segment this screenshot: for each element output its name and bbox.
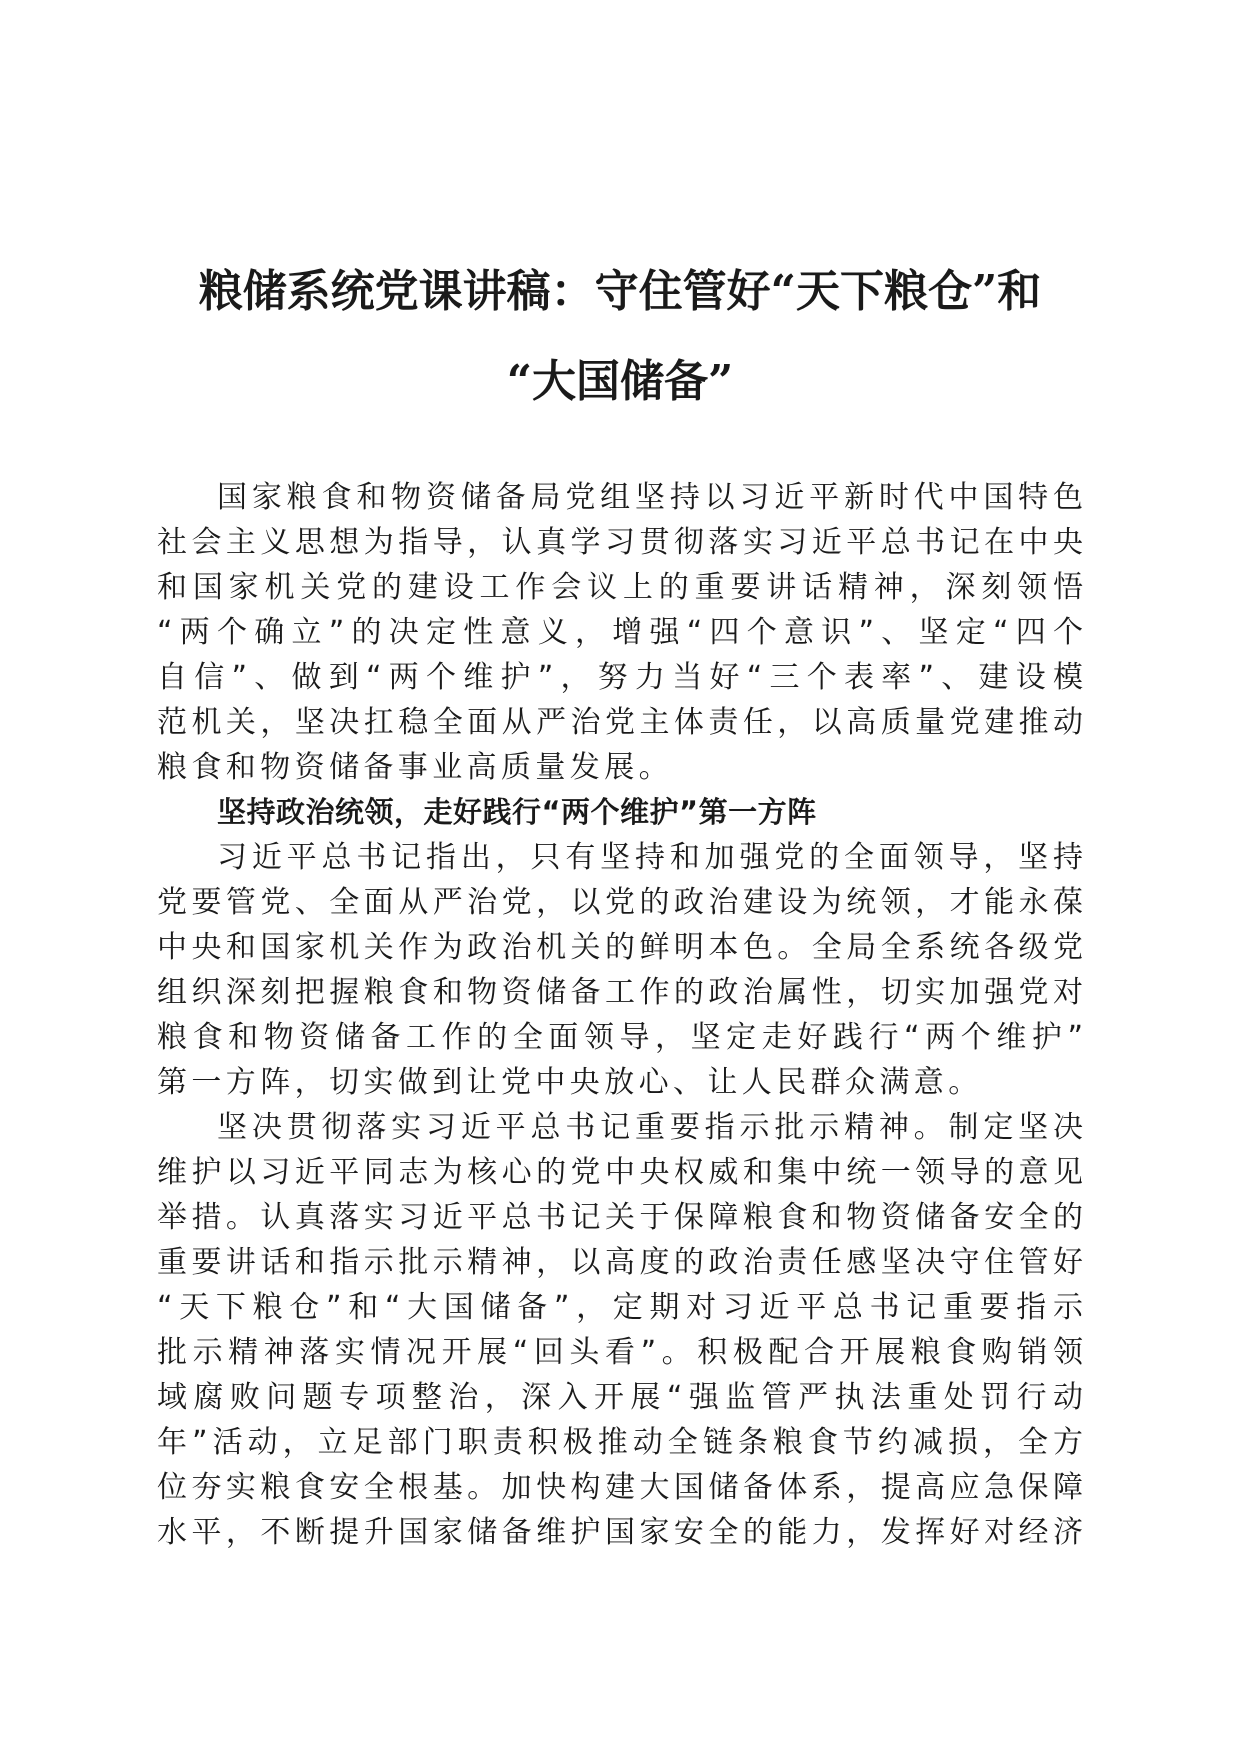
paragraph-2-line: 粮食和物资储备工作的全面领导，坚定走好践行“两个维护” [157, 1020, 1083, 1055]
paragraph-1-line: 社会主义思想为指导，认真学习贯彻落实习近平总书记在中央 [157, 525, 1083, 560]
paragraph-1-line: “两个确立”的决定性意义，增强“四个意识”、坚定“四个 [157, 615, 1083, 650]
paragraph-1-line: 粮食和物资储备事业高质量发展。 [157, 750, 673, 785]
paragraph-3-line: 坚决贯彻落实习近平总书记重要指示批示精神。制定坚决 [217, 1110, 1083, 1145]
paragraph-3-line: 位夯实粮食安全根基。加快构建大国储备体系，提高应急保障 [157, 1470, 1083, 1505]
paragraph-2-line: 习近平总书记指出，只有坚持和加强党的全面领导，坚持 [217, 840, 1083, 875]
paragraph-3-line: 域腐败问题专项整治，深入开展“强监管严执法重处罚行动 [157, 1380, 1083, 1415]
paragraph-3-line: 举措。认真落实习近平总书记关于保障粮食和物资储备安全的 [157, 1200, 1083, 1235]
paragraph-2-line: 党要管党、全面从严治党，以党的政治建设为统领，才能永葆 [157, 885, 1083, 920]
paragraph-1-line: 自信”、做到“两个维护”，努力当好“三个表率”、建设模 [157, 660, 1083, 695]
paragraph-3-line: 维护以习近平同志为核心的党中央权威和集中统一领导的意见 [157, 1155, 1083, 1190]
paragraph-1-line: 范机关，坚决扛稳全面从严治党主体责任，以高质量党建推动 [157, 705, 1083, 740]
paragraph-2-line: 中央和国家机关作为政治机关的鲜明本色。全局全系统各级党 [157, 930, 1083, 965]
paragraph-3-line: 水平，不断提升国家储备维护国家安全的能力，发挥好对经济 [157, 1515, 1083, 1550]
paragraph-3-line: 年”活动，立足部门职责积极推动全链条粮食节约减损，全方 [157, 1425, 1083, 1460]
section-heading: 坚持政治统领，走好践行“两个维护”第一方阵 [217, 795, 817, 829]
paragraph-3-line: “天下粮仓”和“大国储备”，定期对习近平总书记重要指示 [157, 1290, 1083, 1325]
paragraph-2-line: 组织深刻把握粮食和物资储备工作的政治属性，切实加强党对 [157, 975, 1083, 1010]
paragraph-1-line: 和国家机关党的建设工作会议上的重要讲话精神，深刻领悟 [157, 570, 1083, 605]
document-title-line-2: “大国储备” [506, 356, 734, 407]
paragraph-2-line: 第一方阵，切实做到让党中央放心、让人民群众满意。 [157, 1065, 983, 1100]
paragraph-3-line: 批示精神落实情况开展“回头看”。积极配合开展粮食购销领 [157, 1335, 1083, 1370]
paragraph-3-line: 重要讲话和指示批示精神，以高度的政治责任感坚决守住管好 [157, 1245, 1083, 1280]
paragraph-1-line: 国家粮食和物资储备局党组坚持以习近平新时代中国特色 [217, 480, 1083, 515]
document-title-line-1: 粮储系统党课讲稿：守住管好“天下粮仓”和 [198, 266, 1042, 317]
